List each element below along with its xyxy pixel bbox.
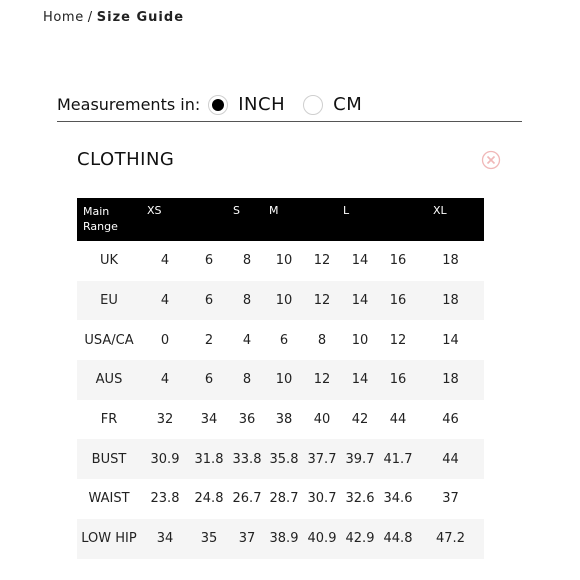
table-cell: 30.7 (303, 479, 341, 519)
table-cell: 23.8 (141, 479, 189, 519)
row-label: AUS (77, 360, 141, 400)
table-cell: 37.7 (303, 439, 341, 479)
table-cell: 14 (341, 241, 379, 281)
table-cell: 38.9 (265, 519, 303, 559)
breadcrumb-separator: / (87, 10, 93, 25)
header-s: S (229, 198, 265, 241)
table-cell: 36 (229, 400, 265, 440)
table-cell: 16 (379, 241, 417, 281)
table-cell: 6 (189, 360, 229, 400)
measurement-unit-selector (57, 88, 522, 122)
table-cell: 2 (189, 320, 229, 360)
table-cell: 32 (141, 400, 189, 440)
breadcrumb-current: Size Guide (96, 10, 185, 25)
row-label: UK (77, 241, 141, 281)
measurements-label: Measurements in: (57, 95, 201, 114)
header-main-range (77, 198, 141, 241)
table-cell: 12 (303, 241, 341, 281)
breadcrumb (43, 10, 184, 25)
close-circle-icon[interactable] (481, 150, 501, 170)
table-cell: 14 (341, 360, 379, 400)
table-cell: 34 (141, 519, 189, 559)
table-cell: 18 (417, 360, 484, 400)
header-main-line1: Main (83, 205, 110, 218)
table-cell: 32.6 (341, 479, 379, 519)
table-body (77, 241, 484, 559)
table-row (77, 479, 484, 519)
table-cell: 12 (303, 360, 341, 400)
cm-radio[interactable] (303, 95, 323, 115)
table-cell: 6 (189, 281, 229, 321)
table-cell: 38 (265, 400, 303, 440)
table-cell: 40.9 (303, 519, 341, 559)
table-cell: 37 (229, 519, 265, 559)
size-chart-table (77, 198, 484, 559)
table-cell: 8 (229, 241, 265, 281)
table-cell: 39.7 (341, 439, 379, 479)
inch-option-label[interactable]: INCH (238, 94, 286, 115)
table-cell: 42 (341, 400, 379, 440)
radio-selected-dot (212, 99, 224, 111)
row-label: EU (77, 281, 141, 321)
table-cell: 28.7 (265, 479, 303, 519)
header-main-line2: Range (83, 220, 118, 233)
table-cell: 46 (417, 400, 484, 440)
table-cell: 4 (141, 241, 189, 281)
table-cell: 31.8 (189, 439, 229, 479)
table-cell: 10 (265, 360, 303, 400)
breadcrumb-home-link[interactable]: Home (43, 10, 84, 25)
table-cell: 41.7 (379, 439, 417, 479)
header-xs: XS (141, 198, 189, 241)
table-cell: 35.8 (265, 439, 303, 479)
table-cell: 33.8 (229, 439, 265, 479)
table-cell: 47.2 (417, 519, 484, 559)
table-cell: 34 (189, 400, 229, 440)
table-cell: 8 (229, 360, 265, 400)
table-row (77, 241, 484, 281)
table-row (77, 439, 484, 479)
header-l: L (341, 198, 379, 241)
table-cell: 16 (379, 281, 417, 321)
table-cell: 40 (303, 400, 341, 440)
table-cell: 35 (189, 519, 229, 559)
table-cell: 6 (265, 320, 303, 360)
header-blank-3 (379, 198, 417, 241)
table-cell: 10 (341, 320, 379, 360)
table-row (77, 320, 484, 360)
table-row (77, 281, 484, 321)
table-cell: 30.9 (141, 439, 189, 479)
inch-radio[interactable] (208, 95, 228, 115)
table-cell: 44 (379, 400, 417, 440)
table-cell: 34.6 (379, 479, 417, 519)
table-cell: 18 (417, 281, 484, 321)
table-header-row (77, 198, 484, 241)
table-cell: 14 (417, 320, 484, 360)
table-cell: 16 (379, 360, 417, 400)
row-label: USA/CA (77, 320, 141, 360)
section-title: CLOTHING (77, 149, 175, 170)
row-label: WAIST (77, 479, 141, 519)
header-blank-2 (303, 198, 341, 241)
table-cell: 8 (303, 320, 341, 360)
table-cell: 18 (417, 241, 484, 281)
table-cell: 4 (229, 320, 265, 360)
table-cell: 12 (303, 281, 341, 321)
table-cell: 44.8 (379, 519, 417, 559)
header-blank-1 (189, 198, 229, 241)
table-cell: 26.7 (229, 479, 265, 519)
table-cell: 44 (417, 439, 484, 479)
table-cell: 4 (141, 360, 189, 400)
row-label: LOW HIP (77, 519, 141, 559)
row-label: BUST (77, 439, 141, 479)
table-cell: 6 (189, 241, 229, 281)
table-row (77, 519, 484, 559)
table-cell: 42.9 (341, 519, 379, 559)
row-label: FR (77, 400, 141, 440)
table-cell: 4 (141, 281, 189, 321)
table-cell: 10 (265, 241, 303, 281)
table-cell: 8 (229, 281, 265, 321)
cm-option-label[interactable]: CM (333, 94, 363, 115)
table-cell: 10 (265, 281, 303, 321)
table-row (77, 360, 484, 400)
table-cell: 12 (379, 320, 417, 360)
table-cell: 37 (417, 479, 484, 519)
table-cell: 0 (141, 320, 189, 360)
table-cell: 14 (341, 281, 379, 321)
table-row (77, 400, 484, 440)
table-cell: 24.8 (189, 479, 229, 519)
header-m: M (265, 198, 303, 241)
header-xl: XL (417, 198, 484, 241)
